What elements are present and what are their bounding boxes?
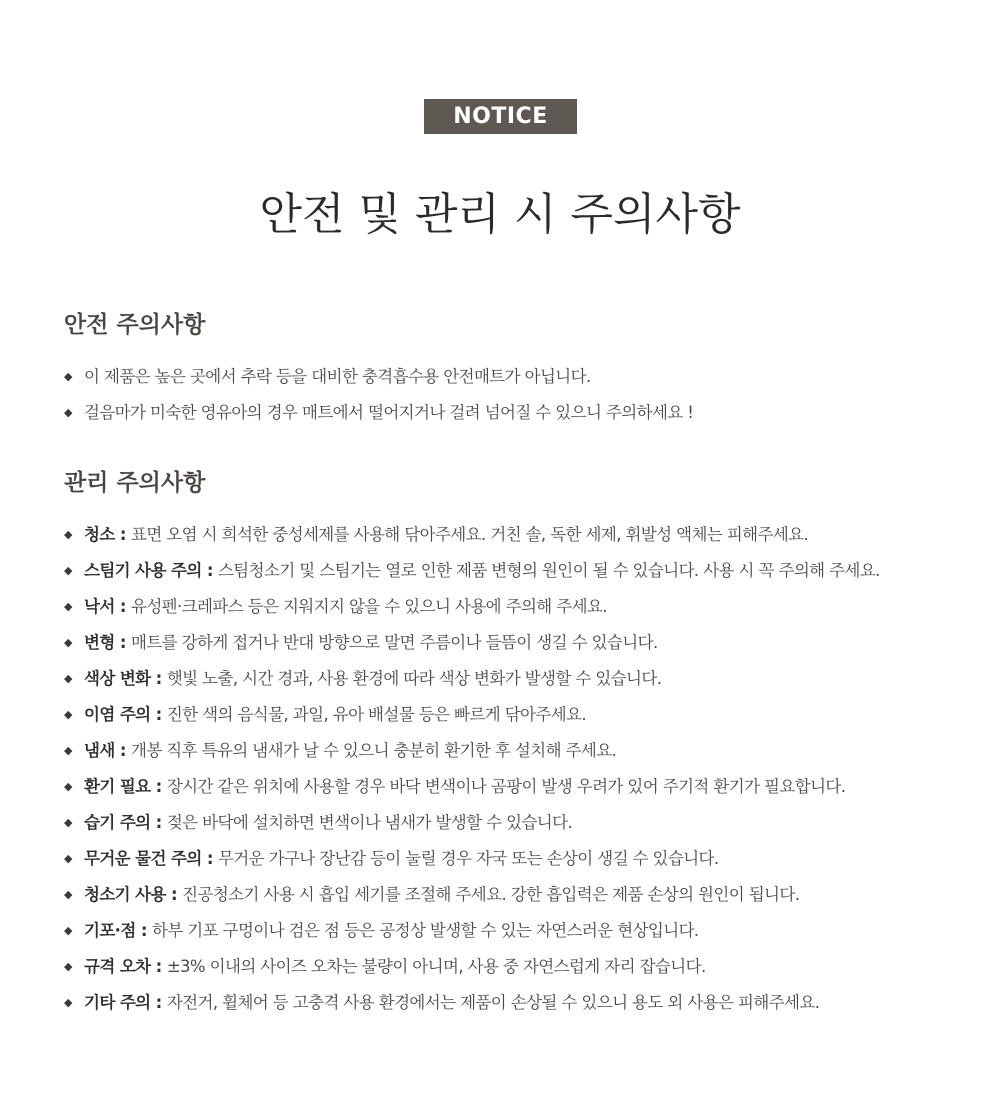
safety-heading: 안전 주의사항: [64, 312, 206, 338]
list-item: ◆ 습기 주의 : 젖은 바닥에 설치하면 변색이나 냄새가 발생할 수 있습니다.: [64, 805, 964, 841]
item-label: 환기 필요: [84, 777, 151, 796]
item-label: 냄새: [84, 741, 115, 760]
item-text: 개봉 직후 특유의 냄새가 날 수 있으니 충분히 환기한 후 설치해 주세요.: [130, 741, 617, 760]
item-text: 스팀청소기 및 스팀기는 열로 인한 제품 변형의 원인이 될 수 있습니다. 사용 시 꼭 주의해 주세요.: [217, 561, 880, 580]
item-text: 매트를 강하게 접거나 반대 방향으로 말면 주름이나 들뜸이 생길 수 있습니다.: [130, 633, 658, 652]
item-label: 청소: [84, 525, 115, 544]
diamond-bullet-icon: ◆: [64, 852, 72, 865]
item-text: 이 제품은 높은 곳에서 추락 등을 대비한 충격흡수용 안전매트가 아닙니다.: [84, 367, 591, 386]
diamond-bullet-icon: ◆: [64, 370, 72, 383]
list-item: ◆ 낙서 : 유성펜·크레파스 등은 지워지지 않을 수 있으니 사용에 주의해 주세요.: [64, 589, 964, 625]
list-item: ◆ 청소기 사용 : 진공청소기 사용 시 흡입 세기를 조절해 주세요. 강한 흡입력은 제품 손상의 원인이 됩니다.: [64, 877, 964, 913]
item-text: 하부 기포 구멍이나 검은 점 등은 공정상 발생할 수 있는 자연스러운 현상입니다.: [151, 921, 699, 940]
diamond-bullet-icon: ◆: [64, 636, 72, 649]
item-text: 젖은 바닥에 설치하면 변색이나 냄새가 발생할 수 있습니다.: [166, 813, 573, 832]
item-text: 장시간 같은 위치에 사용할 경우 바닥 변색이나 곰팡이 발생 우려가 있어 주기적 환기가 필요합니다.: [166, 777, 846, 796]
item-text: 진한 색의 음식물, 과일, 유아 배설물 등은 빠르게 닦아주세요.: [166, 705, 587, 724]
diamond-bullet-icon: ◆: [64, 672, 72, 685]
diamond-bullet-icon: ◆: [64, 406, 72, 419]
care-heading: 관리 주의사항: [64, 470, 206, 496]
item-text: 무거운 가구나 장난감 등이 눌릴 경우 자국 또는 손상이 생길 수 있습니다.: [217, 849, 719, 868]
item-text: 진공청소기 사용 시 흡입 세기를 조절해 주세요. 강한 흡입력은 제품 손상의 원인이 됩니다.: [182, 885, 800, 904]
item-text: 표면 오염 시 희석한 중성세제를 사용해 닦아주세요. 거친 솔, 독한 세제, 휘발성 액체는 피해주세요.: [130, 525, 809, 544]
safety-section: [64, 308, 964, 431]
item-label: 변형: [84, 633, 115, 652]
diamond-bullet-icon: ◆: [64, 960, 72, 973]
diamond-bullet-icon: ◆: [64, 996, 72, 1009]
item-label: 기포·점: [84, 921, 136, 940]
care-section: [64, 466, 964, 1021]
item-label: 낙서: [84, 597, 115, 616]
list-item: ◆ 스팀기 사용 주의 : 스팀청소기 및 스팀기는 열로 인한 제품 변형의 원인이 될 수 있습니다. 사용 시 꼭 주의해 주세요.: [64, 553, 964, 589]
item-text: ±3% 이내의 사이즈 오차는 불량이 아니며, 사용 중 자연스럽게 자리 잡습니다.: [166, 957, 706, 976]
safety-list: [64, 359, 964, 431]
item-label: 이염 주의: [84, 705, 151, 724]
diamond-bullet-icon: ◆: [64, 528, 72, 541]
list-item: [64, 359, 964, 395]
diamond-bullet-icon: ◆: [64, 780, 72, 793]
diamond-bullet-icon: ◆: [64, 564, 72, 577]
list-item: ◆ 기타 주의 : 자전거, 휠체어 등 고충격 사용 환경에서는 제품이 손상될 수 있으니 용도 외 사용은 피해주세요.: [64, 985, 964, 1021]
list-item: ◆ 규격 오차 : ±3% 이내의 사이즈 오차는 불량이 아니며, 사용 중 자연스럽게 자리 잡습니다.: [64, 949, 964, 985]
item-text: 유성펜·크레파스 등은 지워지지 않을 수 있으니 사용에 주의해 주세요.: [130, 597, 607, 616]
list-item: ◆ 청소 : 표면 오염 시 희석한 중성세제를 사용해 닦아주세요. 거친 솔, 독한 세제, 휘발성 액체는 피해주세요.: [64, 517, 964, 553]
list-item: ◆ 냄새 : 개봉 직후 특유의 냄새가 날 수 있으니 충분히 환기한 후 설치해 주세요.: [64, 733, 964, 769]
item-label: 습기 주의: [84, 813, 151, 832]
diamond-bullet-icon: ◆: [64, 924, 72, 937]
item-text: 자전거, 휠체어 등 고충격 사용 환경에서는 제품이 손상될 수 있으니 용도 외 사용은 피해주세요.: [166, 993, 820, 1012]
diamond-bullet-icon: ◆: [64, 888, 72, 901]
list-item: ◆ 무거운 물건 주의 : 무거운 가구나 장난감 등이 눌릴 경우 자국 또는 손상이 생길 수 있습니다.: [64, 841, 964, 877]
diamond-bullet-icon: ◆: [64, 708, 72, 721]
item-text: 햇빛 노출, 시간 경과, 사용 환경에 따라 색상 변화가 발생할 수 있습니다.: [166, 669, 662, 688]
list-item: [64, 395, 964, 431]
item-text: 걸음마가 미숙한 영유아의 경우 매트에서 떨어지거나 걸려 넘어질 수 있으니 주의하세요 !: [84, 403, 694, 422]
item-label: 청소기 사용: [84, 885, 166, 904]
list-item: ◆ 색상 변화 : 햇빛 노출, 시간 경과, 사용 환경에 따라 색상 변화가 발생할 수 있습니다.: [64, 661, 964, 697]
diamond-bullet-icon: ◆: [64, 600, 72, 613]
diamond-bullet-icon: ◆: [64, 816, 72, 829]
notice-badge: NOTICE: [424, 99, 577, 134]
list-item: ◆ 변형 : 매트를 강하게 접거나 반대 방향으로 말면 주름이나 들뜸이 생길 수 있습니다.: [64, 625, 964, 661]
list-item: ◆ 기포·점 : 하부 기포 구멍이나 검은 점 등은 공정상 발생할 수 있는 자연스러운 현상입니다.: [64, 913, 964, 949]
care-list: [64, 517, 964, 1021]
item-label: 스팀기 사용 주의: [84, 561, 202, 580]
item-label: 색상 변화: [84, 669, 151, 688]
page-title: 안전 및 관리 시 주의사항: [259, 189, 741, 240]
item-label: 무거운 물건 주의: [84, 849, 202, 868]
diamond-bullet-icon: ◆: [64, 744, 72, 757]
item-label: 규격 오차: [84, 957, 151, 976]
list-item: ◆ 이염 주의 : 진한 색의 음식물, 과일, 유아 배설물 등은 빠르게 닦아주세요.: [64, 697, 964, 733]
item-label: 기타 주의: [84, 993, 151, 1012]
list-item: ◆ 환기 필요 : 장시간 같은 위치에 사용할 경우 바닥 변색이나 곰팡이 발생 우려가 있어 주기적 환기가 필요합니다.: [64, 769, 964, 805]
